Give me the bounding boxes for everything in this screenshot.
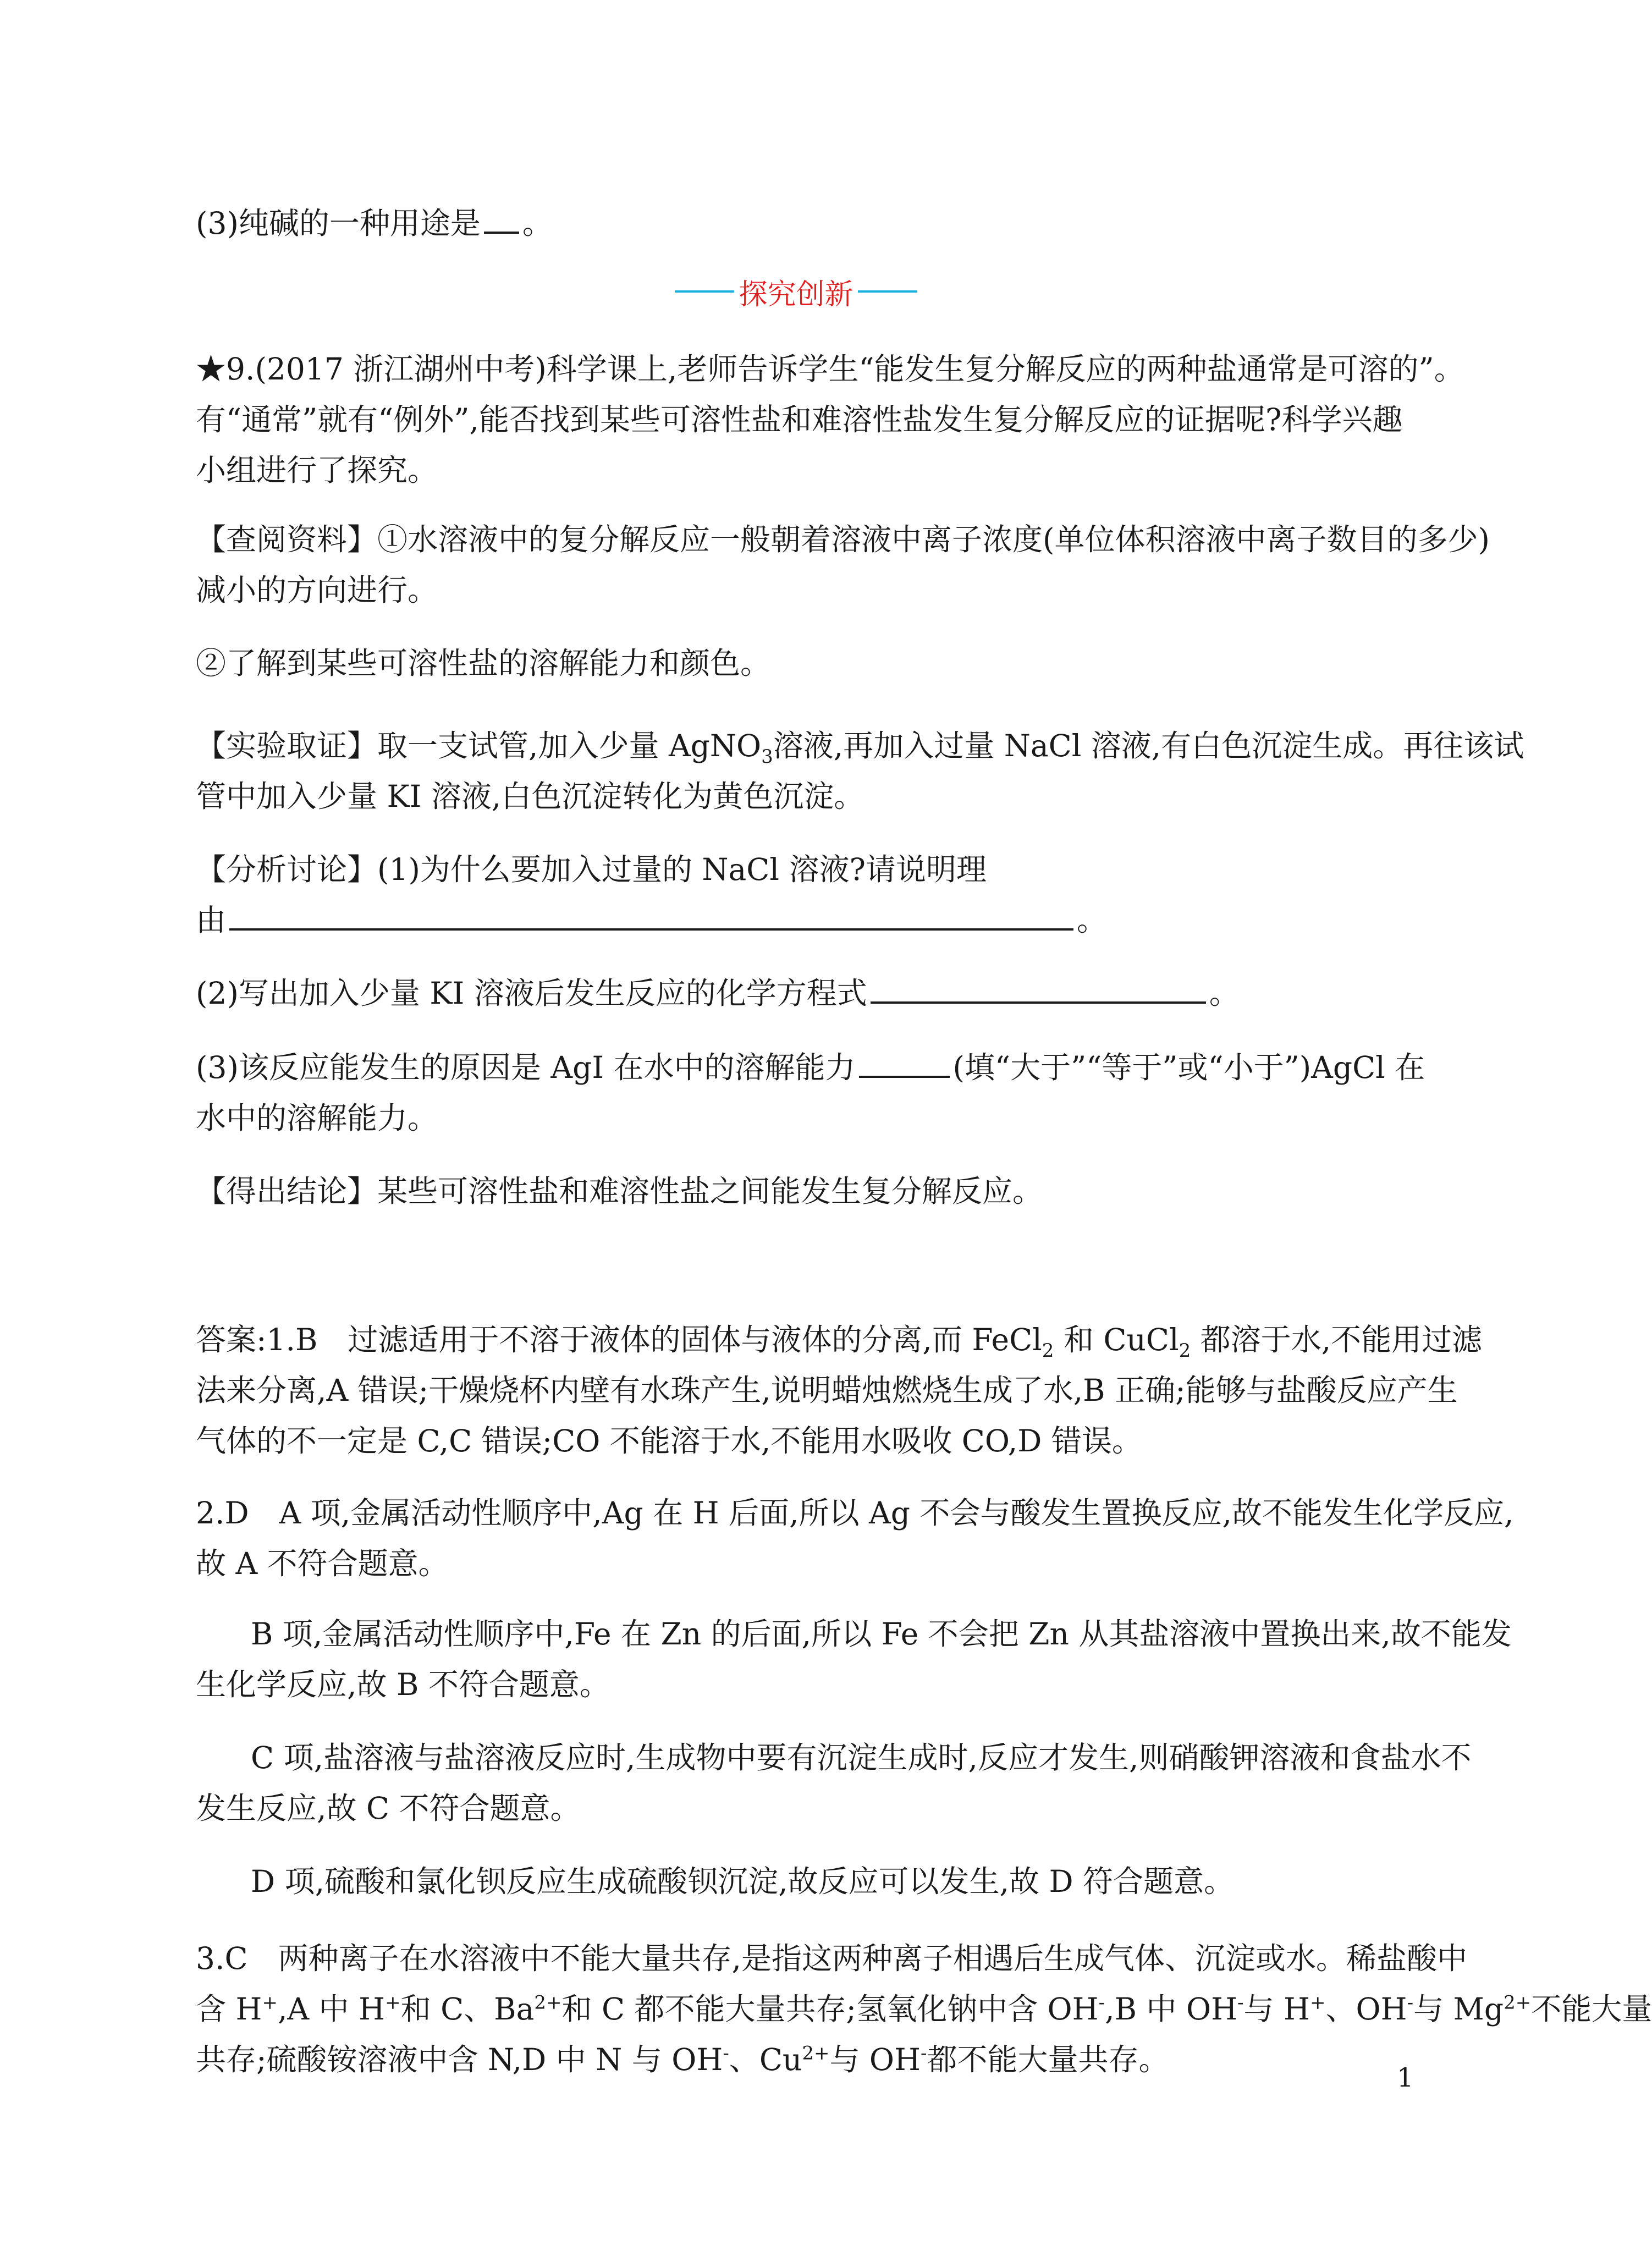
- answer-blank[interactable]: [484, 203, 519, 234]
- answer-2-c: C 项,盐溶液与盐溶液反应时,生成物中要有沉淀生成时,反应才发生,则硝酸钾溶液和食盐水不: [251, 1740, 1472, 1775]
- lookup-data-2: ②了解到某些可溶性盐的溶解能力和颜色。: [196, 646, 771, 681]
- answer-2-c-cont: 发生反应,故 C 不符合题意。: [196, 1791, 581, 1826]
- answer-2-b-cont: 生化学反应,故 B 不符合题意。: [196, 1667, 610, 1702]
- answer-2: 2.D A 项,金属活动性顺序中,Ag 在 H 后面,所以 Ag 不会与酸发生置换反应,故不能发生化学反应, 故 A 不符合题意。: [196, 1495, 1514, 1581]
- section-title: 探究创新: [739, 278, 853, 311]
- question-8-3: (3)纯碱的一种用途是 。: [196, 198, 1422, 249]
- section-header: [0, 269, 1592, 313]
- section-rule-right: [858, 290, 917, 293]
- section-rule-left: [675, 290, 734, 293]
- answer-blank[interactable]: [871, 973, 1206, 1004]
- answer-blank[interactable]: [859, 1047, 950, 1078]
- discussion-2: (2)写出加入少量 KI 溶液后发生反应的化学方程式 。: [196, 968, 1422, 1019]
- answer-2-b: B 项,金属活动性顺序中,Fe 在 Zn 的后面,所以 Fe 不会把 Zn 从其盐溶液中置换出来,故不能发: [251, 1616, 1512, 1652]
- conclusion: 【得出结论】某些可溶性盐和难溶性盐之间能发生复分解反应。: [196, 1174, 1043, 1209]
- answer-blank[interactable]: [229, 900, 1073, 931]
- experiment: 【实验取证】取一支试管,加入少量 AgNO$_3$溶液,再加入过量 NaCl 溶液,有白色沉淀生成。再往该试 管中加入少量 KI 溶液,白色沉淀转化为黄色沉淀。: [196, 728, 1524, 814]
- discussion-1: 【分析讨论】(1)为什么要加入过量的 NaCl 溶液?请说明理 由 。: [196, 852, 1108, 938]
- page-number: 1: [1397, 2062, 1414, 2093]
- answer-2-d: D 项,硫酸和氯化钡反应生成硫酸钡沉淀,故反应可以发生,故 D 符合题意。: [251, 1864, 1235, 1899]
- answer-1: 答案:1.B 过滤适用于不溶于液体的固体与液体的分离,而 FeCl$_2$ 和 CuCl$_2$ 都溶于水,不能用过滤 法来分离,A 错误;干燥烧杯内壁有水珠产生,说明蜡烛燃烧生成了水,B 正确;能够与盐酸反应产生 气体的不一定是 C,C 错误;CO 不能溶于水,不能用水吸收 CO,D 错误。: [196, 1322, 1483, 1459]
- lookup-data: 【查阅资料】①水溶液中的复分解反应一般朝着溶液中离子浓度(单位体积溶液中离子数目的多少) 减小的方向进行。: [196, 522, 1490, 608]
- answer-3: 3.C 两种离子在水溶液中不能大量共存,是指这两种离子相遇后生成气体、沉淀或水。稀盐酸中 含 H+,A 中 H+和 C、$Ba^{2+}$和 C 都不能大量共存;氢氧化钠中含 OH-,B 中 OH-与 H+、OH-与 $Mg^{2+}$不能大量 共存;硫酸铵溶液中含 N,D 中 N 与 OH-、$Cu^{2+}$与 OH-都不能大量共存。: [196, 1941, 1652, 2077]
- discussion-3: (3)该反应能发生的原因是 AgI 在水中的溶解能力 (填“大于”“等于”或“小于”)AgCl 在 水中的溶解能力。: [196, 1042, 1422, 1143]
- question-9: ★9.(2017 浙江湖州中考)科学课上,老师告诉学生“能发生复分解反应的两种盐通常是可溶的”。 有“通常”就有“例外”,能否找到某些可溶性盐和难溶性盐发生复分解反应的证据呢?科学兴趣 小组进行了探究。: [196, 351, 1464, 488]
